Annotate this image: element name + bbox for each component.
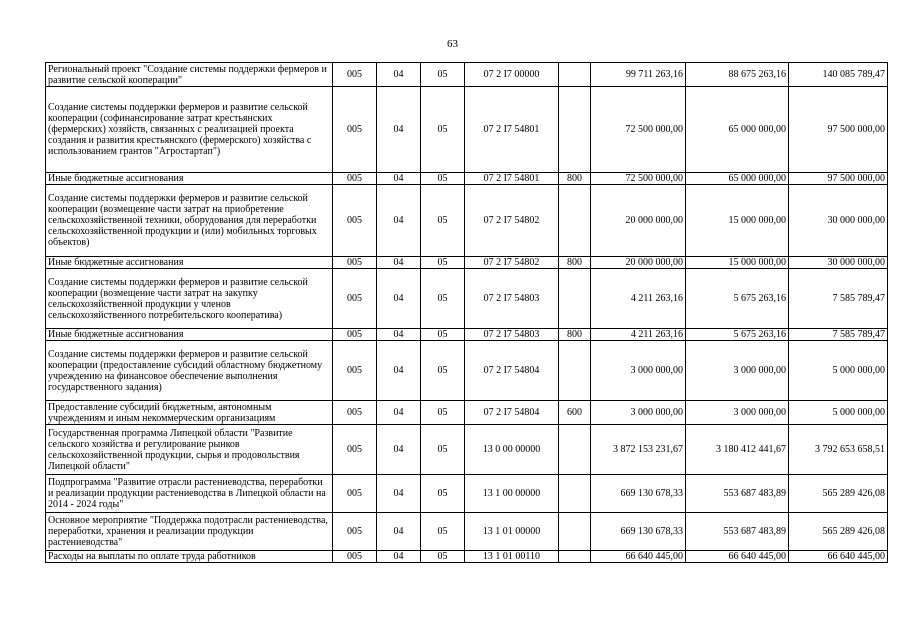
row-target-article: 07 2 I7 54803 bbox=[465, 329, 559, 341]
table-row bbox=[46, 185, 888, 257]
row-amount-year2: 65 000 000,00 bbox=[686, 173, 789, 185]
row-amount-year1: 72 500 000,00 bbox=[591, 87, 686, 173]
row-expense-type bbox=[559, 475, 591, 513]
row-subsection-code: 05 bbox=[421, 269, 465, 329]
row-amount-year3: 97 500 000,00 bbox=[789, 87, 888, 173]
row-amount-year2: 5 675 263,16 bbox=[686, 329, 789, 341]
row-expense-type bbox=[559, 269, 591, 329]
table-row bbox=[46, 329, 888, 341]
row-amount-year2: 15 000 000,00 bbox=[686, 185, 789, 257]
row-amount-year2: 553 687 483,89 bbox=[686, 475, 789, 513]
row-amount-year3: 30 000 000,00 bbox=[789, 185, 888, 257]
row-target-article: 13 1 00 00000 bbox=[465, 475, 559, 513]
row-ved-code: 005 bbox=[333, 551, 377, 563]
row-section-code: 04 bbox=[377, 87, 421, 173]
row-name: Предоставление субсидий бюджетным, автономным учреждениям и иным некоммерческим организациям bbox=[46, 401, 333, 425]
row-ved-code: 005 bbox=[333, 513, 377, 551]
row-target-article: 07 2 I7 54801 bbox=[465, 173, 559, 185]
row-subsection-code: 05 bbox=[421, 475, 465, 513]
row-subsection-code: 05 bbox=[421, 401, 465, 425]
row-subsection-code: 05 bbox=[421, 513, 465, 551]
row-amount-year1: 3 000 000,00 bbox=[591, 401, 686, 425]
row-name: Иные бюджетные ассигнования bbox=[46, 173, 333, 185]
row-ved-code: 005 bbox=[333, 425, 377, 475]
row-subsection-code: 05 bbox=[421, 257, 465, 269]
row-target-article: 07 2 I7 00000 bbox=[465, 63, 559, 87]
row-ved-code: 005 bbox=[333, 257, 377, 269]
row-section-code: 04 bbox=[377, 63, 421, 87]
row-amount-year2: 3 180 412 441,67 bbox=[686, 425, 789, 475]
row-amount-year1: 20 000 000,00 bbox=[591, 257, 686, 269]
row-section-code: 04 bbox=[377, 551, 421, 563]
row-section-code: 04 bbox=[377, 513, 421, 551]
row-target-article: 07 2 I7 54802 bbox=[465, 185, 559, 257]
row-subsection-code: 05 bbox=[421, 173, 465, 185]
row-target-article: 07 2 I7 54802 bbox=[465, 257, 559, 269]
row-amount-year2: 3 000 000,00 bbox=[686, 341, 789, 401]
row-section-code: 04 bbox=[377, 257, 421, 269]
row-name: Расходы на выплаты по оплате труда работников bbox=[46, 551, 333, 563]
row-amount-year1: 99 711 263,16 bbox=[591, 63, 686, 87]
row-expense-type bbox=[559, 551, 591, 563]
row-target-article: 13 0 00 00000 bbox=[465, 425, 559, 475]
row-name: Иные бюджетные ассигнования bbox=[46, 329, 333, 341]
row-section-code: 04 bbox=[377, 475, 421, 513]
row-subsection-code: 05 bbox=[421, 329, 465, 341]
row-amount-year1: 669 130 678,33 bbox=[591, 513, 686, 551]
row-name: Подпрограмма "Развитие отрасли растениеводства, переработки и реализации продукции растениеводства в Липецкой области на 2014 - 2024 годы" bbox=[46, 475, 333, 513]
table-row bbox=[46, 401, 888, 425]
row-ved-code: 005 bbox=[333, 87, 377, 173]
row-section-code: 04 bbox=[377, 269, 421, 329]
row-target-article: 07 2 I7 54804 bbox=[465, 401, 559, 425]
row-amount-year3: 7 585 789,47 bbox=[789, 329, 888, 341]
row-expense-type: 600 bbox=[559, 401, 591, 425]
row-amount-year1: 72 500 000,00 bbox=[591, 173, 686, 185]
row-amount-year2: 553 687 483,89 bbox=[686, 513, 789, 551]
row-expense-type bbox=[559, 513, 591, 551]
row-target-article: 07 2 I7 54804 bbox=[465, 341, 559, 401]
row-expense-type bbox=[559, 87, 591, 173]
row-name: Иные бюджетные ассигнования bbox=[46, 257, 333, 269]
row-amount-year1: 4 211 263,16 bbox=[591, 269, 686, 329]
row-expense-type bbox=[559, 63, 591, 87]
row-amount-year2: 65 000 000,00 bbox=[686, 87, 789, 173]
row-amount-year3: 97 500 000,00 bbox=[789, 173, 888, 185]
row-ved-code: 005 bbox=[333, 185, 377, 257]
row-name: Создание системы поддержки фермеров и развитие сельской кооперации (предоставление субсидий областному бюджетному учреждению на финансовое обеспечение выполнения государственного задания) bbox=[46, 341, 333, 401]
row-name: Создание системы поддержки фермеров и развитие сельской кооперации (возмещение части затрат на закупку сельскохозяйственной продукции у членов сельскохозяйственного потребительского кооператива) bbox=[46, 269, 333, 329]
row-amount-year3: 7 585 789,47 bbox=[789, 269, 888, 329]
row-expense-type: 800 bbox=[559, 257, 591, 269]
row-amount-year2: 66 640 445,00 bbox=[686, 551, 789, 563]
row-subsection-code: 05 bbox=[421, 63, 465, 87]
table-row bbox=[46, 425, 888, 475]
row-ved-code: 005 bbox=[333, 269, 377, 329]
table-row bbox=[46, 341, 888, 401]
row-amount-year3: 30 000 000,00 bbox=[789, 257, 888, 269]
row-amount-year1: 66 640 445,00 bbox=[591, 551, 686, 563]
row-amount-year3: 3 792 653 658,51 bbox=[789, 425, 888, 475]
row-subsection-code: 05 bbox=[421, 551, 465, 563]
table-row bbox=[46, 87, 888, 173]
row-section-code: 04 bbox=[377, 341, 421, 401]
row-amount-year3: 565 289 426,08 bbox=[789, 475, 888, 513]
row-amount-year3: 140 085 789,47 bbox=[789, 63, 888, 87]
row-amount-year3: 5 000 000,00 bbox=[789, 401, 888, 425]
table-row bbox=[46, 173, 888, 185]
row-target-article: 07 2 I7 54801 bbox=[465, 87, 559, 173]
row-name: Региональный проект "Создание системы поддержки фермеров и развитие сельской кооперации" bbox=[46, 63, 333, 87]
row-amount-year1: 3 872 153 231,67 bbox=[591, 425, 686, 475]
row-section-code: 04 bbox=[377, 185, 421, 257]
row-subsection-code: 05 bbox=[421, 425, 465, 475]
row-target-article: 13 1 01 00110 bbox=[465, 551, 559, 563]
page-number: 63 bbox=[447, 38, 458, 50]
row-ved-code: 005 bbox=[333, 475, 377, 513]
row-ved-code: 005 bbox=[333, 63, 377, 87]
budget-table-body bbox=[46, 63, 888, 563]
row-ved-code: 005 bbox=[333, 329, 377, 341]
row-name: Создание системы поддержки фермеров и развитие сельской кооперации (софинансирование затрат крестьянских (фермерских) хозяйств, связанных с реализацией проекта создания и развития крестьянского (фермерского) хозяйства с использованием грантов "Агростартап") bbox=[46, 87, 333, 173]
row-section-code: 04 bbox=[377, 425, 421, 475]
row-amount-year1: 669 130 678,33 bbox=[591, 475, 686, 513]
table-row bbox=[46, 513, 888, 551]
row-amount-year1: 20 000 000,00 bbox=[591, 185, 686, 257]
row-amount-year2: 5 675 263,16 bbox=[686, 269, 789, 329]
row-expense-type bbox=[559, 341, 591, 401]
row-amount-year1: 4 211 263,16 bbox=[591, 329, 686, 341]
row-target-article: 13 1 01 00000 bbox=[465, 513, 559, 551]
row-subsection-code: 05 bbox=[421, 185, 465, 257]
row-target-article: 07 2 I7 54803 bbox=[465, 269, 559, 329]
table-row bbox=[46, 63, 888, 87]
budget-table bbox=[45, 62, 888, 563]
row-expense-type bbox=[559, 425, 591, 475]
row-section-code: 04 bbox=[377, 401, 421, 425]
row-amount-year2: 3 000 000,00 bbox=[686, 401, 789, 425]
row-ved-code: 005 bbox=[333, 173, 377, 185]
row-subsection-code: 05 bbox=[421, 87, 465, 173]
row-name: Государственная программа Липецкой области "Развитие сельского хозяйства и регулирование рынков сельскохозяйственной продукции, сырья и продовольствия Липецкой области" bbox=[46, 425, 333, 475]
row-expense-type: 800 bbox=[559, 329, 591, 341]
table-row bbox=[46, 475, 888, 513]
row-amount-year3: 66 640 445,00 bbox=[789, 551, 888, 563]
row-name: Создание системы поддержки фермеров и развитие сельской кооперации (возмещение части затрат на приобретение сельскохозяйственной техники, оборудования для переработки сельскохозяйственной продукции и (или) мобильных торговых объектов) bbox=[46, 185, 333, 257]
row-section-code: 04 bbox=[377, 173, 421, 185]
row-subsection-code: 05 bbox=[421, 341, 465, 401]
row-amount-year3: 565 289 426,08 bbox=[789, 513, 888, 551]
row-amount-year3: 5 000 000,00 bbox=[789, 341, 888, 401]
table-row bbox=[46, 257, 888, 269]
row-expense-type: 800 bbox=[559, 173, 591, 185]
table-row bbox=[46, 269, 888, 329]
row-amount-year2: 88 675 263,16 bbox=[686, 63, 789, 87]
row-section-code: 04 bbox=[377, 329, 421, 341]
row-amount-year2: 15 000 000,00 bbox=[686, 257, 789, 269]
table-row bbox=[46, 551, 888, 563]
row-name: Основное мероприятие "Поддержка подотрасли растениеводства, переработки, хранения и реализации продукции растениеводства" bbox=[46, 513, 333, 551]
row-ved-code: 005 bbox=[333, 401, 377, 425]
row-expense-type bbox=[559, 185, 591, 257]
row-ved-code: 005 bbox=[333, 341, 377, 401]
row-amount-year1: 3 000 000,00 bbox=[591, 341, 686, 401]
